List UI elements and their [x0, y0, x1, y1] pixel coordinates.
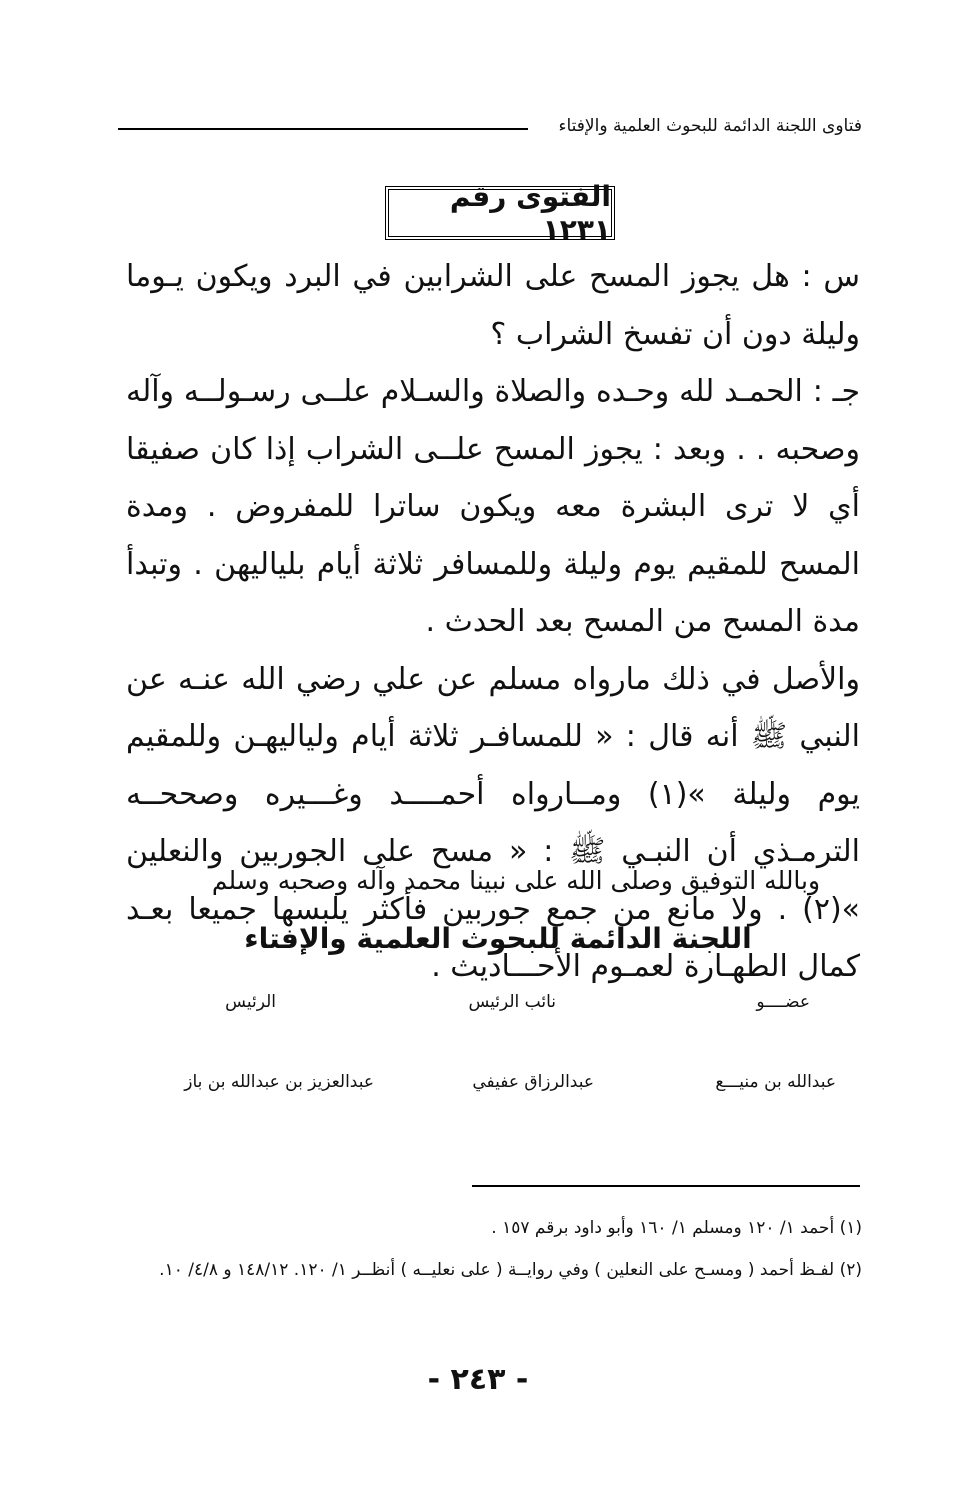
closing-blessing: وبالله التوفيق وصلى الله على نبينا محمد وآله وصحبه وسلم [211, 866, 821, 895]
question-paragraph: س : هل يجوز المسح على الشرابين في البرد ويكون يـوما وليلة دون أن تفسخ الشراب ؟ [126, 259, 860, 352]
signatory-name-deputy: عبدالرزاق عفيفي [472, 1072, 594, 1092]
signatory-name-chairman: عبدالعزيز بن عبدالله بن باز [184, 1072, 374, 1092]
signatory-role-member: عضــــو [756, 992, 810, 1012]
signatory-name-member: عبدالله بن منيـــع [715, 1072, 836, 1092]
footnote-1: (١) أحمد ١/ ١٢٠ ومسلم ١/ ١٦٠ وأبو داود برقم ١٥٧ . [491, 1218, 862, 1238]
footnote-2: (٢) لفـظ أحمد ( ومسـح على النعلين ) وفي روايــة ( على نعليــه ) أنظــر ١/ ١٢٠. ١٤٨/١٢ و ٤/٨/ ١٠. [159, 1260, 862, 1280]
header-rule [118, 128, 528, 130]
fatwa-title: الفتوى رقم ١٢٣١ [385, 186, 615, 240]
signatory-role-deputy: نائب الرئيس [468, 992, 556, 1012]
running-header: فتاوى اللجنة الدائمة للبحوث العلمية والإفتاء [558, 116, 862, 136]
answer-paragraph-2: والأصل في ذلك مارواه مسلم عن علي رضي الله عنـه عن النبي ﷺ أنه قال : « للمسافـر ثلاثة أيام ولياليهـن وللمقيم يوم وليلة »(١) ومــارواه أحمــــد وغـــيره وصححــه الترمـذي أن النبـي ﷺ : « مسح على الجوربين والنعلين »(٢) . ولا مانع من جمع جوربين فأكثر يلبسها جميعا بعـد كمال الطهـارة لعمـوم الأحـــاديث . [126, 661, 861, 984]
footnote-rule [472, 1185, 860, 1187]
answer-paragraph-1: جـ : الحمـد لله وحـده والصلاة والسـلام علــى رسـولــه وآله وصحبه . . وبعد : يجوز المسح علــى الشراب إذا كان صفيقا أي لا ترى البشرة معه ويكون ساترا للمفروض . ومدة المسح للمقيم يوم وليلة وللمسافر ثلاثة أيام بلياليهن . وتبدأ مدة المسح من المسح بعد الحدث . [126, 374, 860, 639]
committee-name: اللجنة الدائمة للبحوث العلمية والإفتاء [244, 922, 752, 955]
signatory-role-chairman: الرئيس [225, 992, 276, 1012]
page-number: - ٢٤٣ - [427, 1362, 529, 1397]
